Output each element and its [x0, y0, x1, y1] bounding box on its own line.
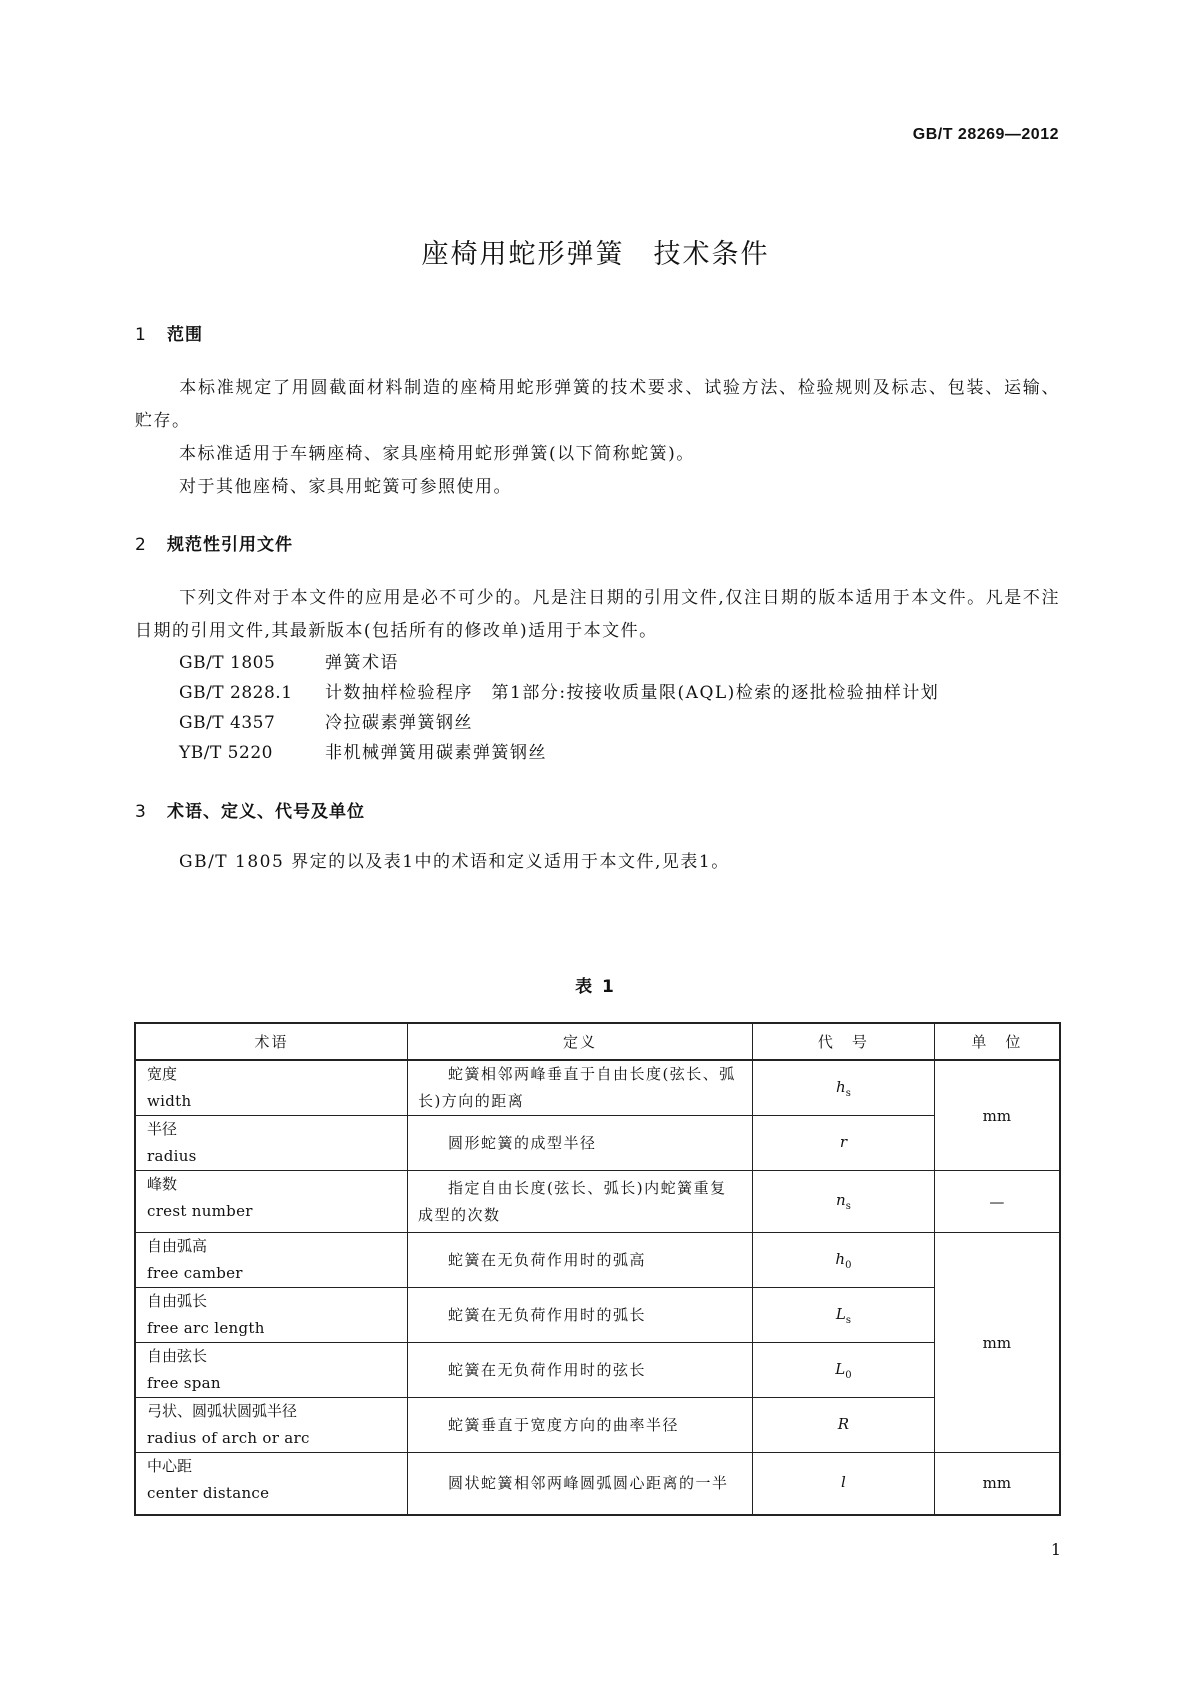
definition-cell: 蛇簧在无负荷作用时的弦长: [407, 1343, 752, 1398]
reference-item: [179, 738, 547, 768]
reference-title: 弹簧术语: [325, 653, 399, 673]
header-symbol: 代 号: [753, 1023, 935, 1060]
table-row: [135, 1453, 1060, 1515]
term-cell: [135, 1116, 407, 1171]
symbol-cell: $L_s$: [753, 1288, 935, 1343]
term-cell: [135, 1453, 407, 1515]
table-header-row: [135, 1023, 1060, 1060]
section-heading-normative-references: [135, 530, 293, 555]
section-heading-scope: [135, 320, 203, 345]
term-en: crest number: [147, 1202, 253, 1220]
table-row: [135, 1233, 1060, 1288]
unit-cell: mm: [934, 1233, 1060, 1453]
symbol-cell: r: [753, 1116, 935, 1171]
term-cn: 中心距: [147, 1457, 193, 1475]
unit-cell: mm: [934, 1060, 1060, 1171]
term-en: width: [147, 1092, 192, 1110]
reference-item: [179, 708, 473, 738]
unit-cell: —: [934, 1171, 1060, 1233]
table-row: [135, 1171, 1060, 1233]
reference-title: 冷拉碳素弹簧钢丝: [325, 713, 473, 733]
term-cell: [135, 1288, 407, 1343]
term-en: free arc length: [147, 1319, 265, 1337]
term-en: center distance: [147, 1484, 270, 1502]
section-title: 范围: [167, 325, 203, 345]
term-en: radius: [147, 1147, 197, 1165]
term-cell: [135, 1343, 407, 1398]
reference-title: 非机械弹簧用碳素弹簧钢丝: [325, 743, 547, 763]
term-cell: [135, 1233, 407, 1288]
table-caption: 表 1: [575, 977, 616, 997]
header-term: 术语: [135, 1023, 407, 1060]
term-cell: [135, 1060, 407, 1116]
term-en: free camber: [147, 1264, 243, 1282]
reference-code: YB/T 5220: [179, 743, 273, 763]
table-row: [135, 1060, 1060, 1116]
paragraph-terms-intro: GB/T 1805 界定的以及表1中的术语和定义适用于本文件,见表1。: [179, 852, 730, 872]
definition-cell: 蛇簧在无负荷作用时的弧长: [407, 1288, 752, 1343]
page-number: 1: [1050, 1540, 1061, 1559]
reference-code: GB/T 2828.1: [179, 683, 293, 703]
symbol-cell: l: [753, 1453, 935, 1515]
table-row: [135, 1116, 1060, 1171]
section-title: 术语、定义、代号及单位: [167, 802, 365, 822]
term-en: free span: [147, 1374, 221, 1392]
section-number: 2: [135, 535, 147, 555]
term-cn: 宽度: [147, 1065, 178, 1083]
term-cn: 半径: [147, 1120, 178, 1138]
term-cn: 自由弧高: [147, 1237, 208, 1255]
reference-item: [179, 678, 939, 708]
terms-table: [134, 1022, 1061, 1516]
reference-item: [179, 648, 399, 678]
definition-cell: 圆状蛇簧相邻两峰圆弧圆心距离的一半: [407, 1453, 752, 1515]
definition-cell: 指定自由长度(弦长、弧长)内蛇簧重复成型的次数: [407, 1171, 752, 1233]
reference-code: GB/T 1805: [179, 653, 276, 673]
reference-title: 计数抽样检验程序 第1部分:按接收质量限(AQL)检索的逐批检验抽样计划: [325, 683, 940, 703]
section-title: 规范性引用文件: [167, 535, 293, 555]
paragraph-scope-2: 本标准适用于车辆座椅、家具座椅用蛇形弹簧(以下简称蛇簧)。: [179, 444, 695, 464]
term-cn: 自由弦长: [147, 1347, 208, 1365]
header-unit: 单 位: [934, 1023, 1060, 1060]
section-heading-terms: [135, 797, 365, 822]
table-row: [135, 1398, 1060, 1453]
term-cell: [135, 1398, 407, 1453]
symbol-cell: $h_0$: [753, 1233, 935, 1288]
symbol-cell: $L_0$: [753, 1343, 935, 1398]
definition-cell: 蛇簧垂直于宽度方向的曲率半径: [407, 1398, 752, 1453]
document-code: GB/T 28269—2012: [912, 126, 1059, 143]
section-number: 3: [135, 802, 147, 822]
term-en: radius of arch or arc: [147, 1429, 310, 1447]
definition-cell: 蛇簧在无负荷作用时的弧高: [407, 1233, 752, 1288]
unit-cell: mm: [934, 1453, 1060, 1515]
paragraph-references-intro: 下列文件对于本文件的应用是必不可少的。凡是注日期的引用文件,仅注日期的版本适用于本文件。凡是不注日期的引用文件,其最新版本(包括所有的修改单)适用于本文件。: [135, 588, 1060, 641]
definition-cell: 圆形蛇簧的成型半径: [407, 1116, 752, 1171]
term-cn: 弓状、圆弧状圆弧半径: [147, 1402, 298, 1420]
definition-cell: 蛇簧相邻两峰垂直于自由长度(弦长、弧长)方向的距离: [407, 1060, 752, 1116]
table-row: [135, 1288, 1060, 1343]
symbol-cell: $h_s$: [753, 1060, 935, 1116]
term-cn: 自由弧长: [147, 1292, 208, 1310]
term-cn: 峰数: [147, 1175, 178, 1193]
paragraph-scope-1: 本标准规定了用圆截面材料制造的座椅用蛇形弹簧的技术要求、试验方法、检验规则及标志、包装、运输、贮存。: [135, 378, 1060, 431]
header-definition: 定义: [407, 1023, 752, 1060]
term-cell: [135, 1171, 407, 1233]
symbol-cell: R: [753, 1398, 935, 1453]
document-title: 座椅用蛇形弹簧 技术条件: [421, 239, 770, 270]
symbol-cell: $n_s$: [753, 1171, 935, 1233]
paragraph-scope-3: 对于其他座椅、家具用蛇簧可参照使用。: [179, 477, 512, 497]
reference-code: GB/T 4357: [179, 713, 276, 733]
section-number: 1: [135, 325, 147, 345]
table-row: [135, 1343, 1060, 1398]
